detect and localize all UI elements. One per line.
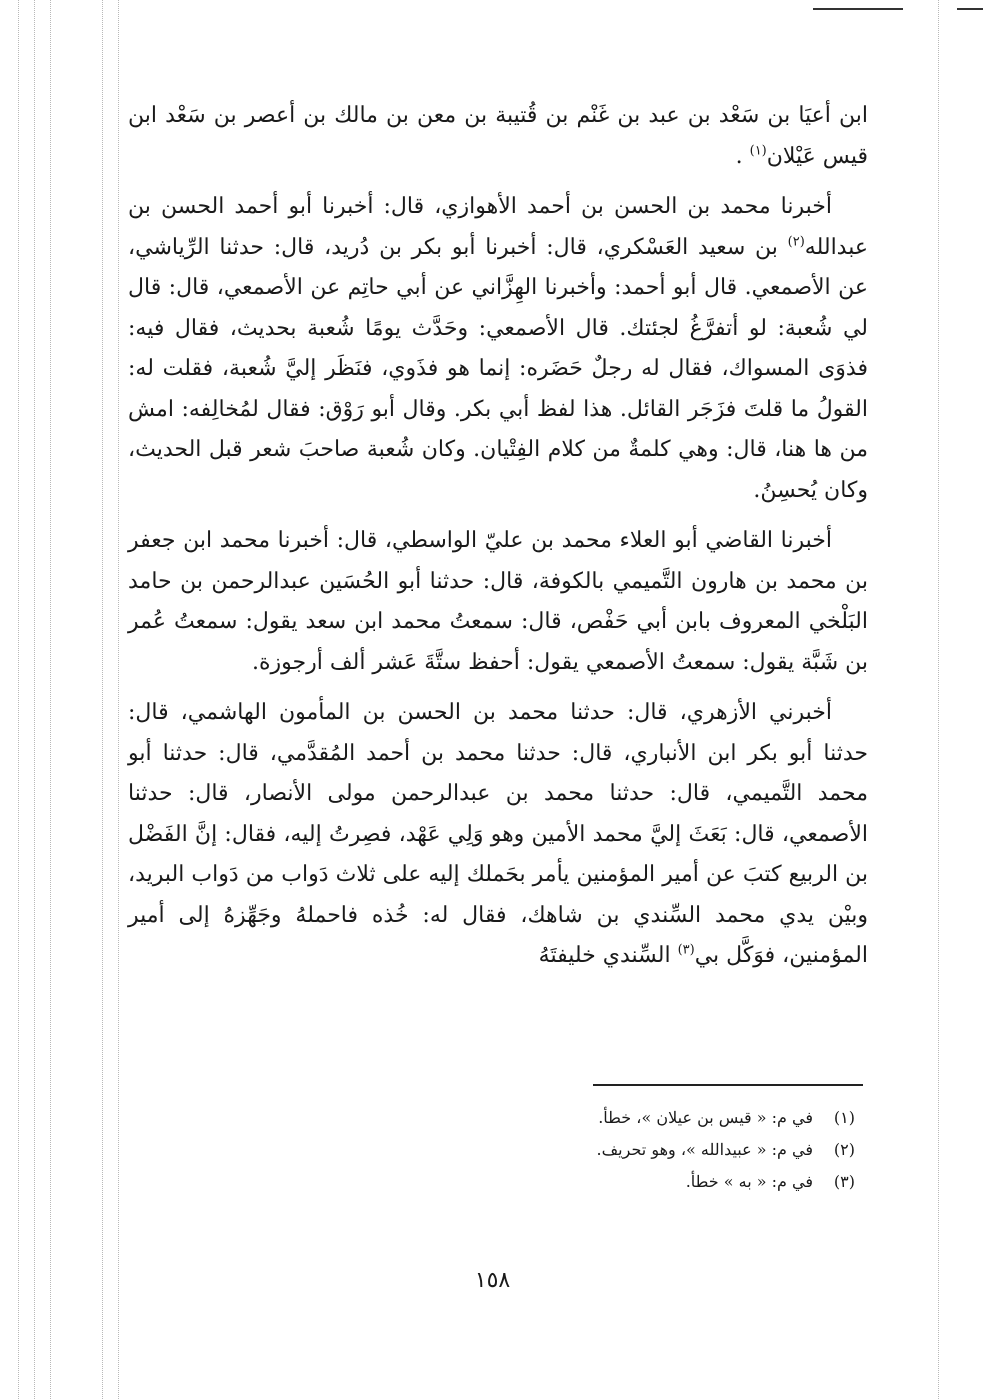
page-number: ١٥٨ [474,1268,511,1293]
footnote-3 [300,1166,855,1198]
paragraph-3 [128,521,868,683]
paragraph-text: ابن أعيَا بن سَعْد بن عبد بن غَنْم بن قُتيبة بن معن بن مالك بن أعصر بن سَعْد ابن قيس عَيْلان [128,103,868,169]
paragraph-tail: السِّندي خليفتَهُ [538,943,678,968]
paragraph-text: أخبرني الأزهري، قال: حدثنا محمد بن الحسن بن المأمون الهاشمي، قال: حدثنا أبو بكر ابن الأنباري، قال: حدثنا محمد بن أحمد المُقدَّمي، قال: حدثنا أبو محمد التَّميمي، قال: حدثنا محمد بن عبدالرحمن مولى الأنصار، قال: حدثنا الأصمعي، قال: بَعَثَ إليَّ محمد الأمين وهو وَلِي عَهْد، فصِرتُ إليه، فقال: إنَّ الفَضْل بن الربيع كتبَ عن أمير المؤمنين يأمر بحَملك إليه على ثلاث دَواب من دَواب البريد، وبيْن يدي محمد السِّندي بن شاهك، فقال له: خُذه فاحملهُ وجَهِّزهُ إلى أمير المؤمنين، فوَكَّل بي [128,700,868,968]
footnote-2 [300,1134,855,1166]
footnote-ref: (٣) [677,942,695,958]
main-text [128,96,868,977]
paragraph-text: أخبرنا محمد بن الحسن بن أحمد الأهوازي، قال: أخبرنا أبو أحمد الحسن بن عبدالله [128,194,868,260]
footnotes [300,1102,855,1198]
footnote-separator [593,1084,863,1086]
paragraph-tail: . [735,143,750,169]
paragraph-2 [128,187,868,511]
footnote-ref: (١) [749,143,767,159]
footnote-number: (٣) [833,1172,855,1191]
footnote-text: في م: « به » خطأ. [685,1172,813,1191]
paragraph-text: أخبرنا القاضي أبو العلاء محمد بن عليّ الواسطي، قال: أخبرنا محمد ابن جعفر بن محمد بن هارون التَّميمي بالكوفة، قال: حدثنا أبو الحُسَين عبدالرحمن بن حامد البَلْخي المعروف بابن أبي حَفْص، قال: سمعتُ محمد ابن سعد يقول: سمعتُ عُمر بن شَبَّة يقول: سمعتُ الأصمعي يقول: أحفظ ستَّةَ عَشر ألف أرجوزة. [128,528,868,675]
footnote-ref: (٢) [787,234,805,250]
scan-noise-line [102,0,103,1399]
scan-noise-line [18,0,19,1399]
paragraph-tail: بن سعيد العَسْكري، قال: أخبرنا أبو بكر بن دُريد، قال: حدثنا الرِّياشي، عن الأصمعي. قال أبو أحمد: وأخبرنا الهِزَّاني عن أبي حاتِم عن الأصمعي، قال: قال لي شُعبة: لو أتفرَّغُ لجئتك. قال الأصمعي: وحَدَّث يومًا شُعبة بحديث، فقال فيه: فذوَى المسواك، فقال له رجلٌ حَضَره: إنما هو فذَوي، فنَظَر إليَّ شُعبة، فقلت له: القولُ ما قلتَ فزَجَر القائل. هذا لفظ أبي بكر. وقال أبو رَوْق: فقال لمُخالِفه: امش من ها هنا، قال: وهي كلمةٌ من كلام الفِتْيان. وكان شُعبة صاحبَ شعر قبل الحديث، وكان يُحسِنُ. [128,234,868,503]
footnote-number: (٢) [833,1140,855,1159]
header-rule-left [813,8,903,10]
footnote-text: في م: « قيس بن عيلان »، خطأ. [598,1108,813,1127]
scan-noise-line [118,0,119,1399]
footnote-text: في م: « عبيدالله »، وهو تحريف. [596,1140,813,1159]
footnote-number: (١) [833,1108,855,1127]
paragraph-1 [128,96,868,177]
paragraph-4 [128,693,868,977]
scan-noise-line [938,0,939,1399]
footnote-1 [300,1102,855,1134]
scan-noise-line [34,0,35,1399]
header-rule-right [957,8,983,10]
scan-noise-line [50,0,51,1399]
